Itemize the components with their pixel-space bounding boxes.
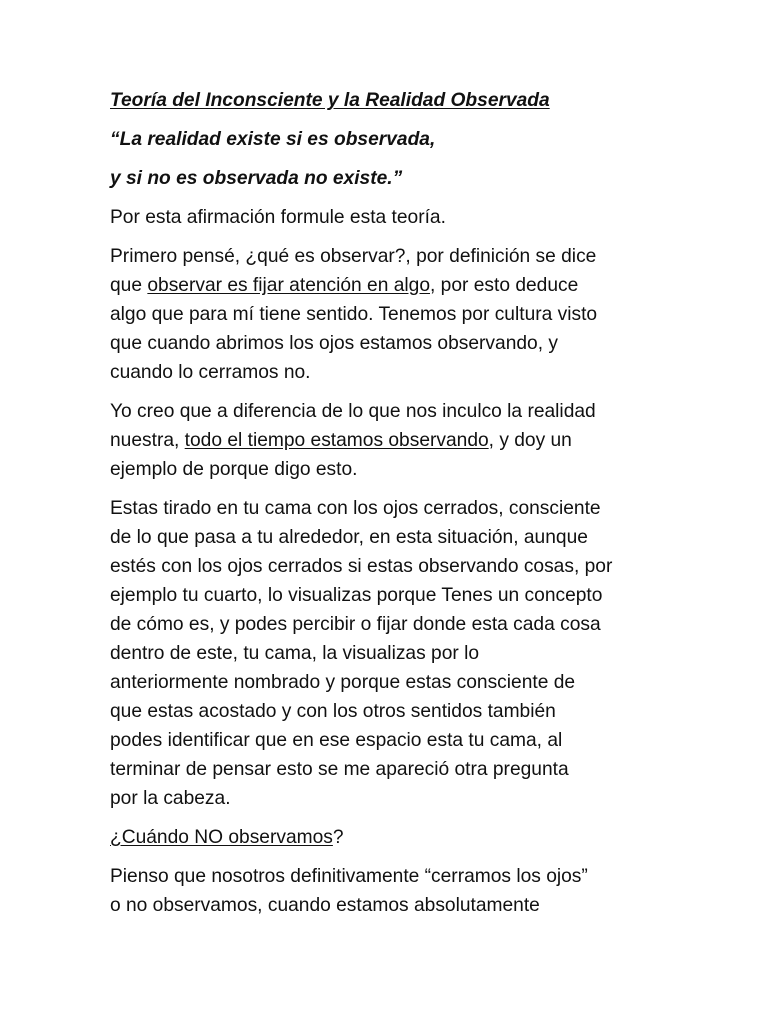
paragraph-4-line: estés con los ojos cerrados si estas observando cosas, por [110, 556, 613, 577]
paragraph-4-line: ejemplo tu cuarto, lo visualizas porque Tenes un concepto [110, 585, 603, 606]
quote-line-2: y si no es observada no existe.” [110, 168, 403, 189]
paragraph-3 [110, 397, 670, 484]
underlined-claim: todo el tiempo estamos observando [184, 430, 489, 451]
paragraph-4-line: de lo que pasa a tu alrededor, en esta situación, aunque [110, 527, 588, 548]
document-title: Teoría del Inconsciente y la Realidad Observada [110, 90, 550, 111]
quote-line-1: “La realidad existe si es observada, [110, 129, 436, 150]
paragraph-4-line: Estas tirado en tu cama con los ojos cerrados, consciente [110, 498, 601, 519]
underlined-definition: observar es fijar atención en algo [147, 275, 431, 296]
paragraph-4-line: dentro de este, tu cama, la visualizas por lo [110, 643, 480, 664]
paragraph-4-line: que estas acostado y con los otros sentidos también [110, 701, 556, 722]
paragraph-4-line: podes identificar que en ese espacio esta tu cama, al [110, 730, 563, 751]
paragraph-4-line: de cómo es, y podes percibir o fijar donde esta cada cosa [110, 614, 601, 635]
paragraph-2-line: cuando lo cerramos no. [110, 362, 311, 383]
paragraph-5-question [110, 823, 670, 852]
text-run: , por esto deduce [430, 275, 579, 296]
paragraph-2-line: Primero pensé, ¿qué es observar?, por definición se dice [110, 246, 597, 267]
paragraph-4-line: anteriormente nombrado y porque estas consciente de [110, 672, 576, 693]
paragraph-3-line [110, 426, 670, 455]
paragraph-2-line: algo que para mí tiene sentido. Tenemos por cultura visto [110, 304, 598, 325]
paragraph-3-line: ejemplo de porque digo esto. [110, 459, 358, 480]
text-run: que [110, 275, 148, 296]
paragraph-4 [110, 494, 670, 813]
paragraph-2 [110, 242, 670, 387]
paragraph-4-line: terminar de pensar esto se me apareció otra pregunta [110, 759, 569, 780]
paragraph-6 [110, 862, 670, 920]
paragraph-6-line: Pienso que nosotros definitivamente “cerramos los ojos” [110, 866, 588, 887]
paragraph-2-line [110, 271, 670, 300]
underlined-question: ¿Cuándo NO observamos [110, 827, 333, 848]
paragraph-6-line: o no observamos, cuando estamos absolutamente [110, 895, 540, 916]
paragraph-3-line: Yo creo que a diferencia de lo que nos inculco la realidad [110, 401, 596, 422]
document-body [110, 86, 670, 930]
paragraph-2-line: que cuando abrimos los ojos estamos observando, y [110, 333, 558, 354]
paragraph-1: Por esta afirmación formule esta teoría. [110, 207, 446, 228]
text-run: ? [332, 827, 344, 848]
paragraph-4-line: por la cabeza. [110, 788, 231, 809]
text-run: , y doy un [488, 430, 572, 451]
text-run: nuestra, [110, 430, 185, 451]
